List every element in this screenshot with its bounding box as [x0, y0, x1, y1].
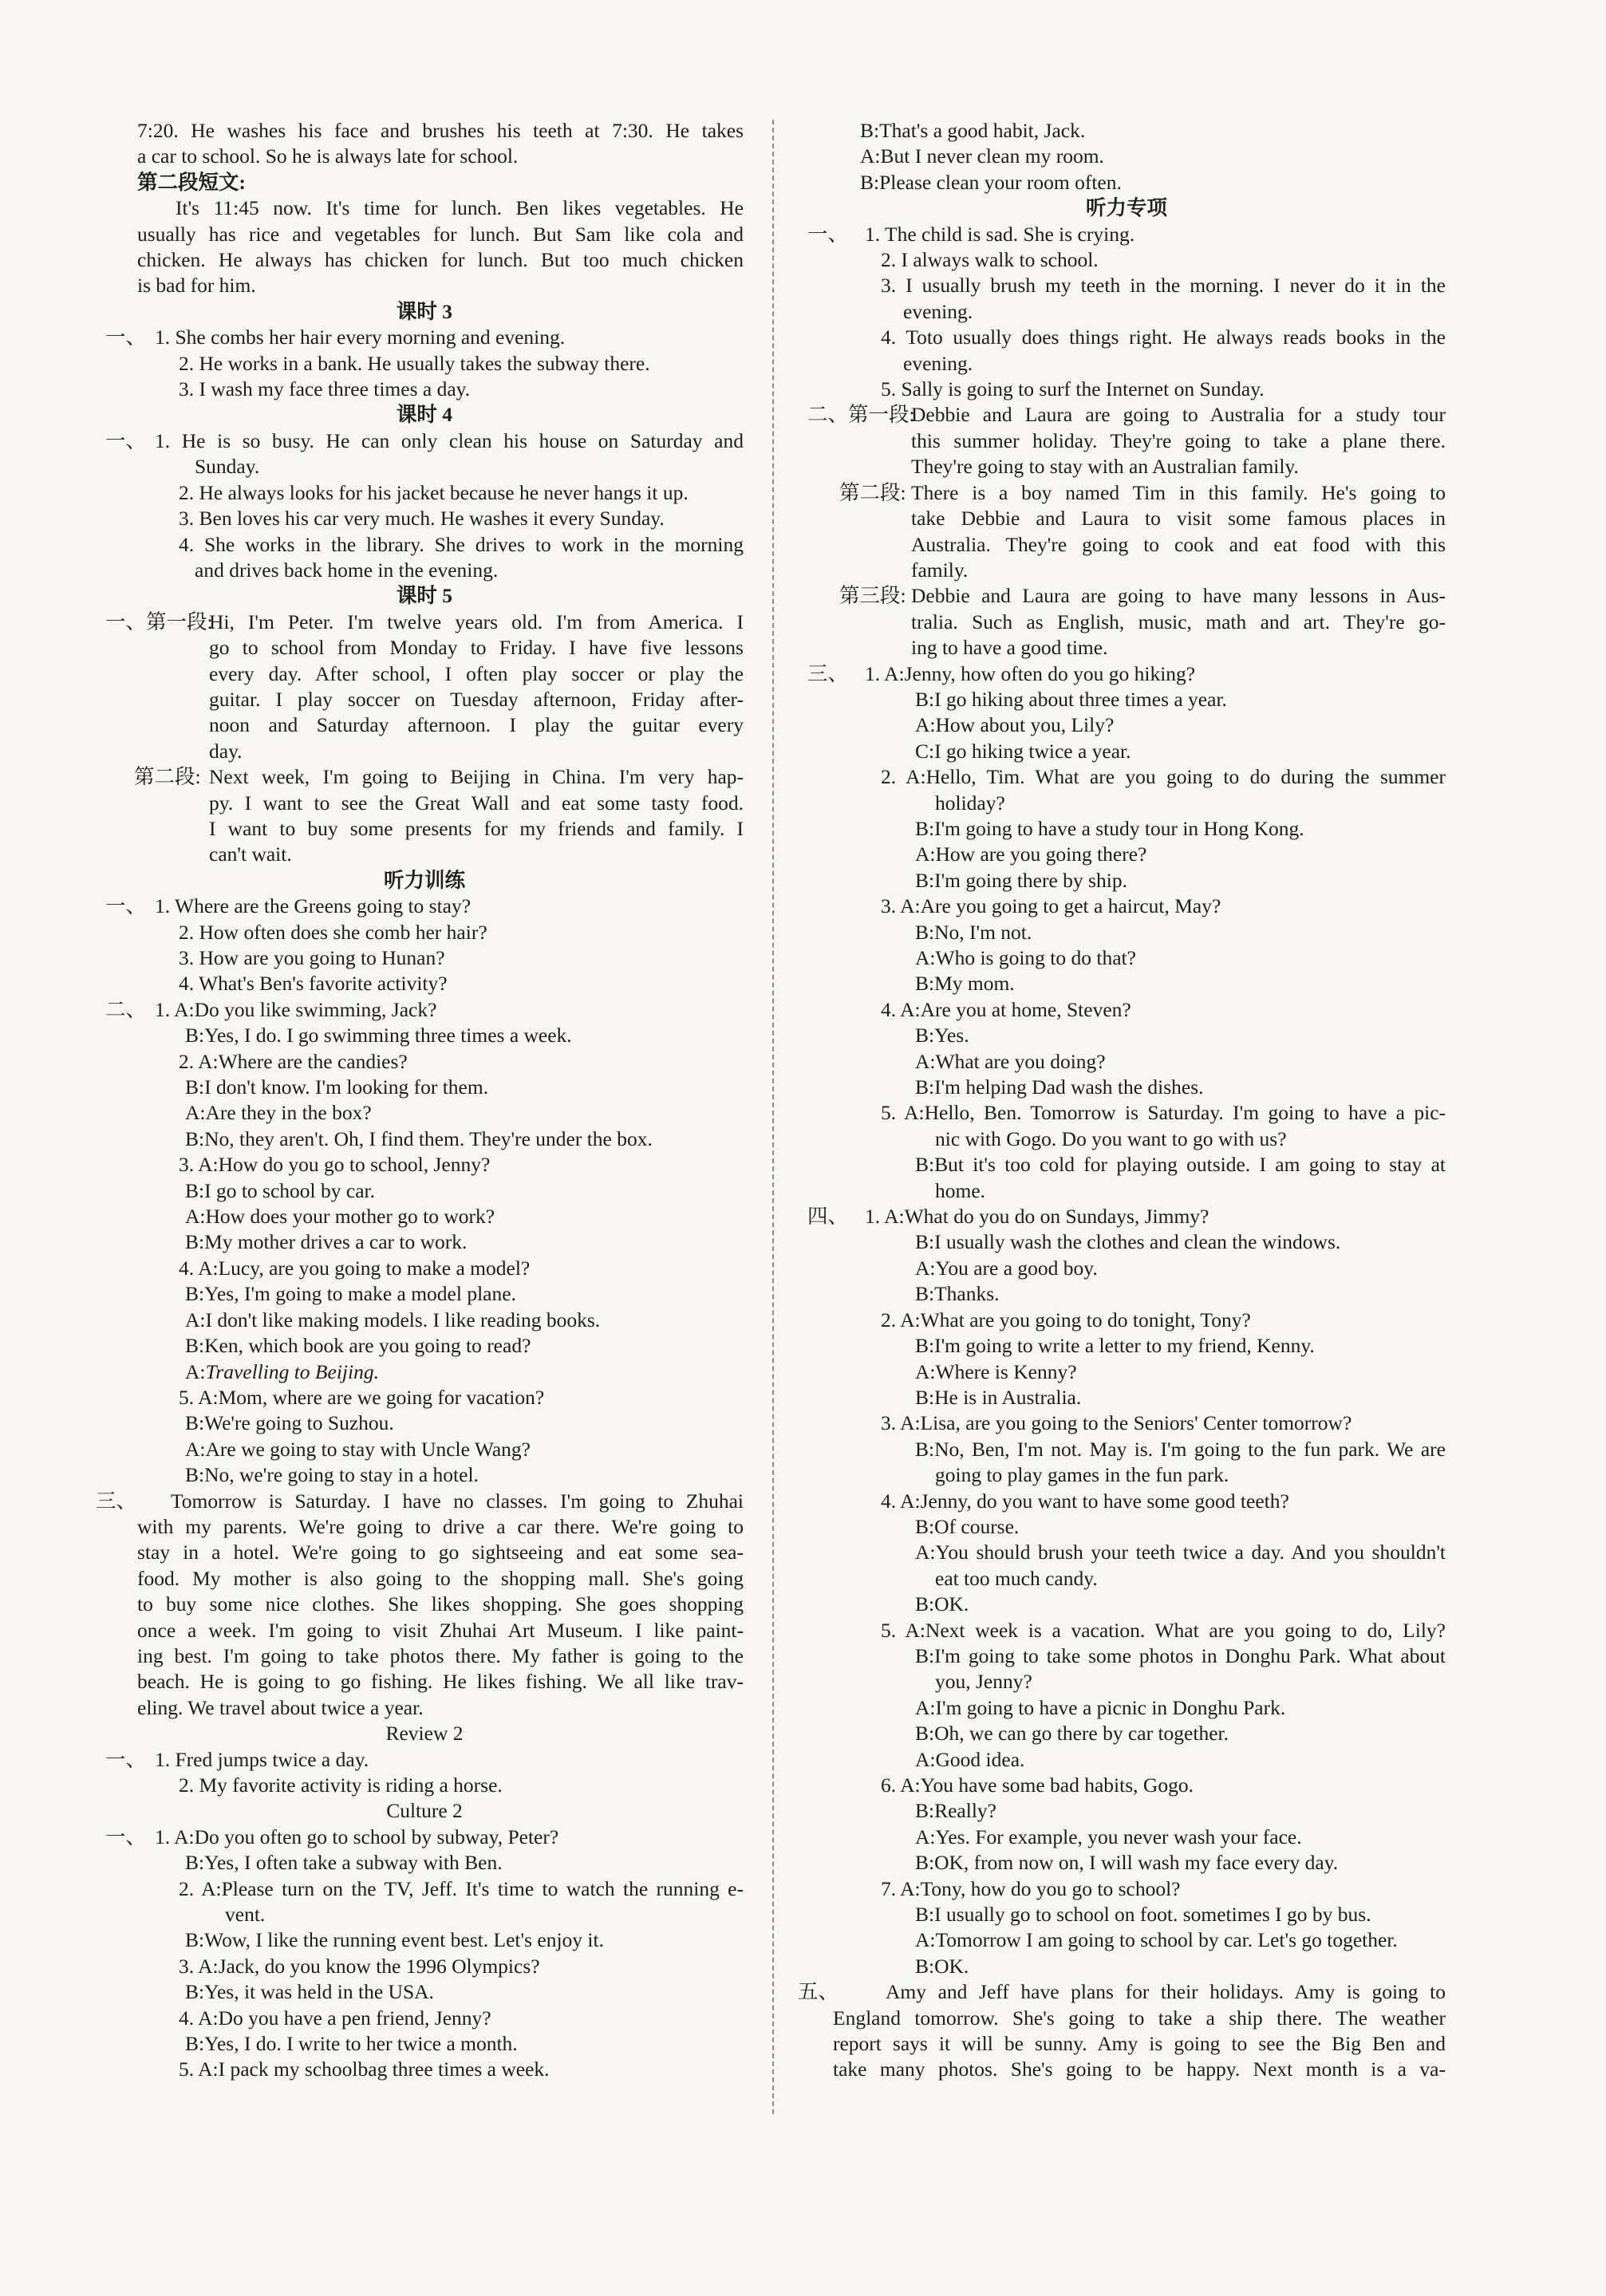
text-line: noon and Saturday afternoon. I play the guitar every	[209, 713, 744, 737]
text-line: go to school from Monday to Friday. I have five lessons	[209, 636, 744, 660]
text-line: can't wait.	[209, 842, 292, 866]
text-line: Sunday.	[195, 455, 260, 479]
text-line: 一、 1. Fred jumps twice a day.	[105, 1747, 744, 1773]
item-label: 一、	[105, 1825, 147, 1848]
text-line: B:I'm going to have a study tour in Hong Kong.	[915, 816, 1304, 840]
text-line: 5. A:I pack my schoolbag three times a week.	[179, 2057, 550, 2081]
text-line: 三、 1. A:Jenny, how often do you go hiking?	[807, 661, 1446, 687]
text-line: you, Jenny?	[935, 1670, 1032, 1694]
text-line: nic with Gogo. Do you want to go with us?	[935, 1126, 1287, 1150]
text-line: B:I'm going to take some photos in Donghu Park. What about	[915, 1643, 1446, 1667]
text-line: B:Yes.	[915, 1024, 969, 1047]
text-line: 第二段: Next week, I'm going to Beijing in China. I'm very hap-	[105, 764, 744, 790]
text-line: B:No, they aren't. Oh, I find them. They're under the box.	[185, 1126, 653, 1150]
text-line: beach. He is going to go fishing. He likes fishing. We all like trav-	[137, 1670, 744, 1694]
item-label: 一、	[105, 894, 147, 918]
text-line: a car to school. So he is always late for school.	[137, 144, 519, 168]
item-label: 四、	[807, 1205, 849, 1229]
text-line: 2. How often does she comb her hair?	[179, 920, 487, 944]
text-line: A:Who is going to do that?	[915, 946, 1136, 969]
item-label: 三、	[807, 661, 849, 685]
text-line: 一、 1. Where are the Greens going to stay?	[105, 894, 744, 919]
item-label: 二、	[105, 997, 147, 1021]
text-line: and drives back home in the evening.	[195, 558, 499, 582]
text-line: B:OK, from now on, I will wash my face every day.	[915, 1851, 1339, 1875]
text-line: B:I go hiking about three times a year.	[915, 687, 1227, 711]
text-line: 2. He always looks for his jacket because he never hangs it up.	[179, 480, 689, 504]
item-label: 第二段:	[134, 765, 201, 789]
text-line: B:OK.	[915, 1592, 969, 1616]
text-line: I want to buy some presents for my friends and family. I	[209, 816, 744, 840]
text-line: A:Good idea.	[915, 1747, 1025, 1771]
text-line: ing to have a good time.	[911, 636, 1108, 660]
text-line: B:Yes, I do. I go swimming three times a week.	[185, 1024, 572, 1047]
text-line: B:But it's too cold for playing outside. I am going to stay at	[915, 1153, 1446, 1177]
text-line: 五、 Amy and Jeff have plans for their holidays. Amy is going to	[807, 1979, 1446, 2005]
text-line: 4. A:Do you have a pen friend, Jenny?	[179, 2006, 491, 2030]
text-line: A:I don't like making models. I like reading books.	[185, 1308, 601, 1331]
text-line: 一、 1. A:Do you often go to school by subway, Peter?	[105, 1825, 744, 1850]
text-line: A:You should brush your teeth twice a day. And you shouldn't	[915, 1541, 1446, 1564]
right-column	[798, 118, 1446, 2083]
text-line: B:I don't know. I'm looking for them.	[185, 1075, 489, 1099]
text-line: B:My mother drives a car to work.	[185, 1230, 468, 1254]
text-line: eat too much candy.	[935, 1566, 1098, 1590]
text-line: 2. A:Please turn on the TV, Jeff. It's time to watch the running e-	[179, 1876, 744, 1900]
text-line: 3. I wash my face three times a day.	[179, 377, 471, 401]
text-line: to buy some nice clothes. She likes shopping. She goes shopping	[137, 1592, 744, 1616]
text-line: 2. My favorite activity is riding a horse.	[179, 1773, 503, 1797]
text-line: 4. A:Lucy, are you going to make a model?	[179, 1256, 531, 1280]
text-line: B:Really?	[915, 1799, 996, 1823]
item-label: 一、	[105, 428, 147, 452]
text-line: this summer holiday. They're going to take a plane there.	[911, 428, 1446, 452]
text-line: evening.	[903, 299, 973, 323]
text-line: food. My mother is also going to the shopping mall. She's going	[137, 1566, 744, 1590]
text-line: 一、 1. She combs her hair every morning and evening.	[105, 325, 744, 350]
text-line: guitar. I play soccer on Tuesday afternoon, Friday after-	[209, 687, 744, 711]
text-line: B:I'm going to write a letter to my friend, Kenny.	[915, 1334, 1315, 1358]
text-line: 4. A:Are you at home, Steven?	[881, 997, 1131, 1021]
text-line: England tomorrow. She's going to take a ship there. The weather	[833, 2006, 1446, 2030]
text-line: 3. A:Lisa, are you going to the Seniors' Center tomorrow?	[881, 1411, 1352, 1435]
text-line: A:What are you doing?	[915, 1049, 1106, 1073]
column-divider	[772, 120, 774, 2114]
text-line: B:Wow, I like the running event best. Let's enjoy it.	[185, 1928, 604, 1952]
text-line: B:No, Ben, I'm not. May is. I'm going to the fun park. We are	[915, 1437, 1446, 1461]
item-label: 一、第一段:	[105, 610, 213, 633]
text-line: family.	[911, 558, 969, 582]
text-line: 4. Toto usually does things right. He always reads books in the	[881, 325, 1446, 349]
item-label: 一、	[105, 1747, 147, 1771]
text-line: 4. A:Jenny, do you want to have some good teeth?	[881, 1489, 1289, 1513]
text-line: B:I usually go to school on foot. sometimes I go by bus.	[915, 1903, 1371, 1927]
text-line: 3. I usually brush my teeth in the morning. I never do it in the	[881, 274, 1446, 298]
text-line: B:My mom.	[915, 972, 1015, 996]
text-line: py. I want to see the Great Wall and eat some tasty food.	[209, 791, 744, 815]
section-heading-review2: Review 2	[385, 1722, 464, 1746]
item-label: 第二段:	[839, 480, 906, 504]
text-line: A:Yes. For example, you never wash your face.	[915, 1825, 1302, 1848]
text-line: 第二段: There is a boy named Tim in this family. He's going to	[807, 480, 1446, 506]
text-line: with my parents. We're going to drive a car there. We're going to	[137, 1514, 744, 1538]
text-line: 7. A:Tony, how do you go to school?	[881, 1876, 1181, 1900]
section-heading-tingli: 听力训练	[383, 868, 465, 892]
text-line: A:How about you, Lily?	[915, 713, 1115, 737]
text-line: B:I go to school by car.	[185, 1178, 375, 1202]
text-line: 2. I always walk to school.	[881, 248, 1099, 272]
text-line: 7:20. He washes his face and brushes his teeth at 7:30. He takes	[137, 119, 744, 142]
text-line: B:I usually wash the clothes and clean the windows.	[915, 1230, 1341, 1254]
text-line: B:Yes, it was held in the USA.	[185, 1980, 434, 2004]
text-line: 第三段: Debbie and Laura are going to have many lessons in Aus-	[807, 583, 1446, 609]
section-heading-keshi5: 课时 5	[396, 584, 453, 608]
text-line: B:No, I'm not.	[915, 920, 1032, 944]
text-line: once a week. I'm going to visit Zhuhai Art Museum. I like paint-	[137, 1618, 744, 1642]
item-label: 三、	[96, 1489, 137, 1513]
text-line: 二、第一段: Debbie and Laura are going to Australia for a study tour	[807, 402, 1446, 428]
item-label: 二、第一段:	[807, 403, 915, 427]
text-line: 5. A:Mom, where are we going for vacation?	[179, 1385, 545, 1409]
text-line: B:OK.	[915, 1954, 969, 1978]
left-column	[96, 118, 744, 2083]
text-line: B:Yes, I do. I write to her twice a month.	[185, 2032, 518, 2056]
text-line: A:Travelling to Beijing.	[185, 1359, 379, 1383]
text-line: A:How does your mother go to work?	[185, 1205, 495, 1229]
text-line: B:I'm helping Dad wash the dishes.	[915, 1075, 1204, 1099]
text-line: They're going to stay with an Australian family.	[911, 455, 1299, 479]
text-line: report says it will be sunny. Amy is going to see the Big Ben and	[833, 2032, 1446, 2056]
item-label: 第三段:	[839, 584, 906, 608]
text-line: 3. A:Are you going to get a haircut, May?	[881, 894, 1221, 918]
text-line: A:You are a good boy.	[915, 1256, 1098, 1280]
text-line: B:He is in Australia.	[915, 1385, 1082, 1409]
text-line: take Debbie and Laura to visit some famous places in	[911, 507, 1446, 531]
section-label: 第二段短文:	[137, 170, 246, 194]
text-line: 5. A:Hello, Ben. Tomorrow is Saturday. I'm going to have a pic-	[881, 1101, 1446, 1125]
text-line: 三、 Tomorrow is Saturday. I have no classes. I'm going to Zhuhai	[105, 1489, 744, 1514]
text-line: A:But I never clean my room.	[860, 144, 1104, 168]
text-line: B:I'm going there by ship.	[915, 868, 1127, 892]
text-line: 四、 1. A:What do you do on Sundays, Jimmy?	[807, 1204, 1446, 1229]
text-line: ing best. I'm going to take photos there. My father is going to the	[137, 1643, 744, 1667]
text-line: B:Of course.	[915, 1514, 1020, 1538]
text-line: B:No, we're going to stay in a hotel.	[185, 1463, 479, 1487]
text-line: every day. After school, I often play soccer or play the	[209, 661, 744, 685]
text-line: home.	[935, 1178, 986, 1202]
text-line: holiday?	[935, 791, 1005, 815]
text-line: 3. Ben loves his car very much. He washes it every Sunday.	[179, 507, 665, 531]
text-line: take many photos. She's going to be happy. Next month is a va-	[833, 2057, 1446, 2081]
text-line: chicken. He always has chicken for lunch. But too much chicken	[137, 248, 744, 272]
text-line: vent.	[225, 1903, 266, 1927]
text-line: 3. A:How do you go to school, Jenny?	[179, 1153, 491, 1177]
text-line: going to play games in the fun park.	[935, 1463, 1229, 1487]
text-line: 2. A:Hello, Tim. What are you going to do during the summer	[881, 765, 1446, 789]
text-line: B:Ken, which book are you going to read?	[185, 1334, 531, 1358]
book-title: Travelling to Beijing.	[205, 1359, 379, 1383]
text-line: usually has rice and vegetables for lunch. But Sam like cola and	[137, 222, 744, 246]
text-line: tralia. Such as English, music, math and art. They're go-	[911, 610, 1446, 633]
text-line: 2. A:What are you going to do tonight, Tony?	[881, 1308, 1251, 1331]
text-line: 3. How are you going to Hunan?	[179, 946, 445, 969]
text-line: day.	[209, 739, 243, 763]
text-line: A:I'm going to have a picnic in Donghu Park.	[915, 1695, 1286, 1719]
text-line: 2. A:Where are the candies?	[179, 1049, 408, 1073]
text-line: evening.	[903, 351, 973, 375]
text-line: 一、第一段: Hi, I'm Peter. I'm twelve years old. I'm from America. I	[105, 610, 744, 635]
text-line: 一、 1. The child is sad. She is crying.	[807, 222, 1446, 247]
text-line: A:Where is Kenny?	[915, 1359, 1077, 1383]
text-line: B:Yes, I often take a subway with Ben.	[185, 1851, 503, 1875]
text-line: A:Are we going to stay with Uncle Wang?	[185, 1437, 531, 1461]
text-line: 4. What's Ben's favorite activity?	[179, 972, 448, 996]
text-line: It's 11:45 now. It's time for lunch. Ben likes vegetables. He	[176, 196, 744, 220]
text-line: eling. We travel about twice a year.	[137, 1695, 424, 1719]
item-label: 一、	[807, 222, 849, 246]
section-heading-keshi3: 课时 3	[396, 299, 453, 323]
item-label: 五、	[798, 1980, 839, 2004]
text-line: 一、 1. He is so busy. He can only clean his house on Saturday and	[105, 428, 744, 454]
text-line: B:That's a good habit, Jack.	[860, 119, 1086, 142]
text-line: A:Are they in the box?	[185, 1101, 372, 1125]
item-label: 一、	[105, 325, 147, 349]
text-line: B:Thanks.	[915, 1282, 1000, 1306]
text-line: 2. He works in a bank. He usually takes the subway there.	[179, 351, 650, 375]
text-line: stay in a hotel. We're going to go sightseeing and eat some sea-	[137, 1541, 744, 1564]
text-line: B:Oh, we can go there by car together.	[915, 1722, 1229, 1746]
text-line: 4. She works in the library. She drives to work in the morning	[179, 532, 744, 556]
text-line: Australia. They're going to cook and eat food with this	[911, 532, 1446, 556]
text-line: 3. A:Jack, do you know the 1996 Olympics?	[179, 1954, 540, 1978]
text-line: 5. Sally is going to surf the Internet on Sunday.	[881, 377, 1265, 401]
text-line: 二、 1. A:Do you like swimming, Jack?	[105, 997, 744, 1023]
section-heading-tingli-zhuanxiang: 听力专项	[1085, 196, 1167, 220]
text-line: B:Yes, I'm going to make a model plane.	[185, 1282, 516, 1306]
section-heading-keshi4: 课时 4	[396, 403, 453, 427]
text-line: 5. A:Next week is a vacation. What are you going to do, Lily?	[881, 1618, 1446, 1642]
section-heading-culture2: Culture 2	[386, 1799, 463, 1823]
text-line: A:Tomorrow I am going to school by car. Let's go together.	[915, 1928, 1398, 1952]
text-line: A:How are you going there?	[915, 842, 1147, 866]
text-line: B:We're going to Suzhou.	[185, 1411, 394, 1435]
text-line: C:I go hiking twice a year.	[915, 739, 1131, 763]
text-line: 6. A:You have some bad habits, Gogo.	[881, 1773, 1194, 1797]
text-line: B:Please clean your room often.	[860, 170, 1122, 194]
text-line: is bad for him.	[137, 274, 256, 298]
